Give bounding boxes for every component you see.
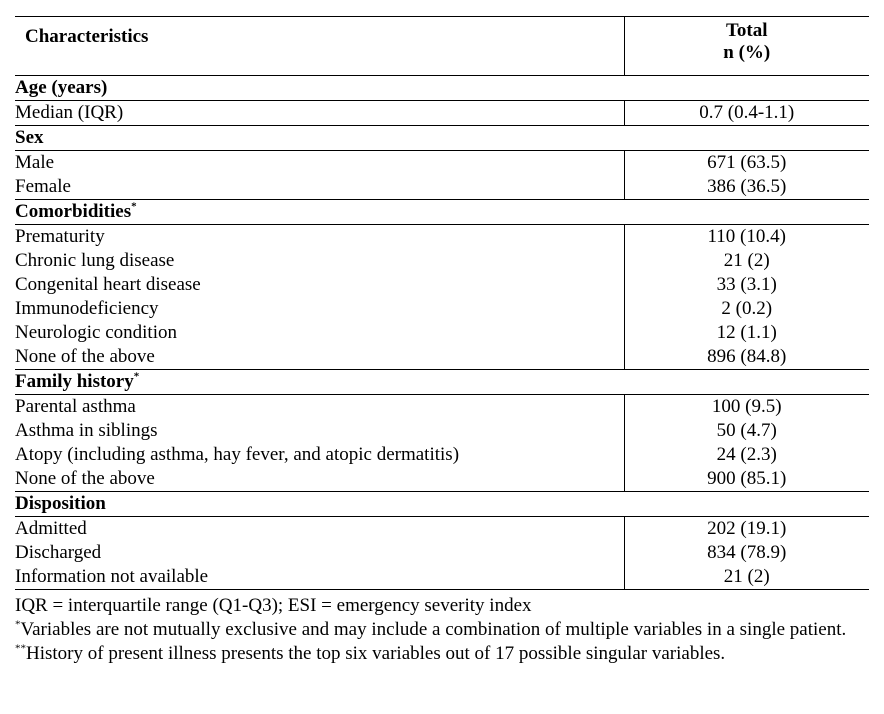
row-value: 21 (2) xyxy=(624,565,869,590)
row-label: Immunodeficiency xyxy=(15,298,159,319)
section-value-empty xyxy=(624,126,869,151)
section-header-row xyxy=(15,370,869,395)
section-title xyxy=(15,126,624,151)
table-row xyxy=(15,249,869,273)
table-row xyxy=(15,101,869,126)
row-label: Female xyxy=(15,176,71,197)
section-title-text: Sex xyxy=(15,127,44,148)
row-label: None of the above xyxy=(15,346,155,367)
table-row xyxy=(15,517,869,542)
section-value-empty xyxy=(624,76,869,101)
row-value: 12 (1.1) xyxy=(624,321,869,345)
table-row xyxy=(15,175,869,200)
header-characteristics: Characteristics xyxy=(15,17,624,76)
table-row xyxy=(15,151,869,176)
table-row xyxy=(15,345,869,370)
row-value: 671 (63.5) xyxy=(624,151,869,176)
row-label: Atopy (including asthma, hay fever, and atopic dermatitis) xyxy=(15,444,460,465)
header-n-pct-label: n (%) xyxy=(723,42,771,63)
table-row xyxy=(15,565,869,590)
row-value: 896 (84.8) xyxy=(624,345,869,370)
row-value: 2 (0.2) xyxy=(624,297,869,321)
section-title xyxy=(15,76,624,101)
section-title-text: Family history xyxy=(15,371,134,392)
row-label: Congenital heart disease xyxy=(15,274,201,295)
row-value: 21 (2) xyxy=(624,249,869,273)
row-value: 900 (85.1) xyxy=(624,467,869,492)
row-value: 50 (4.7) xyxy=(624,419,869,443)
footnote-1-mark: * xyxy=(15,618,21,631)
row-value: 202 (19.1) xyxy=(624,517,869,542)
table-row xyxy=(15,443,869,467)
section-title xyxy=(15,200,624,225)
footnote-2-text: History of present illness presents the top six variables out of 17 possible singular variables. xyxy=(26,643,726,664)
row-label: Male xyxy=(15,152,55,173)
row-label: Chronic lung disease xyxy=(15,250,175,271)
footnote-2 xyxy=(15,642,869,666)
table-footnotes xyxy=(15,594,869,666)
row-label: None of the above xyxy=(15,468,155,489)
section-title xyxy=(15,370,624,395)
section-header-row xyxy=(15,76,869,101)
row-value: 24 (2.3) xyxy=(624,443,869,467)
section-header-row xyxy=(15,492,869,517)
table-row xyxy=(15,395,869,420)
row-value: 110 (10.4) xyxy=(624,225,869,250)
table-row xyxy=(15,273,869,297)
table-row xyxy=(15,321,869,345)
characteristics-table xyxy=(15,16,869,590)
row-label: Discharged xyxy=(15,542,102,563)
abbreviations-note: IQR = interquartile range (Q1-Q3); ESI = emergency severity index xyxy=(15,595,532,616)
header-total xyxy=(624,17,869,76)
row-value: 33 (3.1) xyxy=(624,273,869,297)
section-title xyxy=(15,492,624,517)
table-row xyxy=(15,541,869,565)
section-header-row xyxy=(15,126,869,151)
table-header-row xyxy=(15,17,869,76)
footnote-1-text: Variables are not mutually exclusive and may include a combination of multiple variables in a single patient. xyxy=(20,619,847,640)
section-title-text: Disposition xyxy=(15,493,106,514)
section-value-empty xyxy=(624,492,869,517)
header-total-label: Total xyxy=(725,20,768,41)
section-header-row xyxy=(15,200,869,225)
row-value: 386 (36.5) xyxy=(624,175,869,200)
section-value-empty xyxy=(624,200,869,225)
row-label: Information not available xyxy=(15,565,624,590)
table-row xyxy=(15,419,869,443)
row-value: 834 (78.9) xyxy=(624,541,869,565)
footnote-1 xyxy=(15,618,869,642)
table-row xyxy=(15,225,869,250)
row-label: Admitted xyxy=(15,518,87,539)
row-label: Parental asthma xyxy=(15,396,136,417)
row-label: Prematurity xyxy=(15,226,105,247)
row-label: Asthma in siblings xyxy=(15,420,158,441)
section-title-footnote-mark: * xyxy=(133,370,140,383)
table-row xyxy=(15,467,869,492)
footnote-2-mark: ** xyxy=(15,642,26,655)
section-title-text: Age (years) xyxy=(15,77,108,98)
section-title-footnote-mark: * xyxy=(131,200,137,213)
row-label: Neurologic condition xyxy=(15,322,177,343)
table-row xyxy=(15,297,869,321)
row-label: Median (IQR) xyxy=(15,102,124,123)
row-value: 0.7 (0.4-1.1) xyxy=(624,101,869,126)
section-value-empty xyxy=(624,370,869,395)
row-value: 100 (9.5) xyxy=(624,395,869,420)
section-title-text: Comorbidities xyxy=(15,201,132,222)
